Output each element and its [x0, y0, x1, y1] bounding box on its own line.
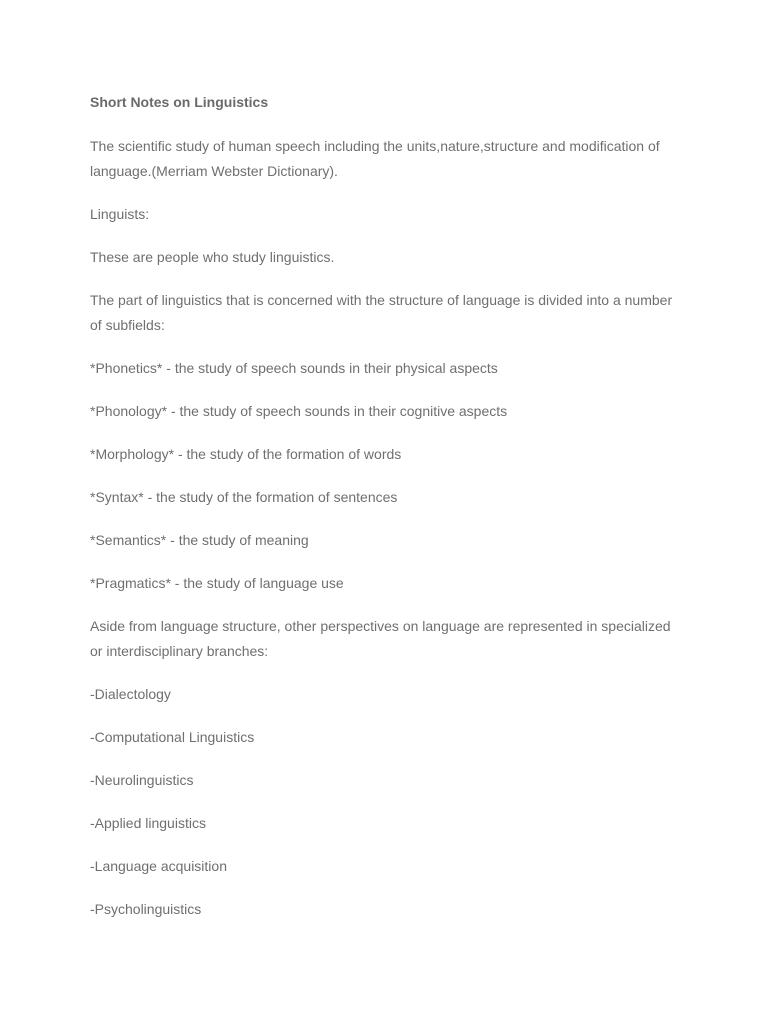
subfield-morphology: *Morphology* - the study of the formation of words — [90, 446, 402, 462]
linguists-heading: Linguists: — [90, 206, 150, 222]
linguists-description: These are people who study linguistics. — [90, 249, 335, 265]
branches-intro-paragraph: Aside from language structure, other perspectives on language are represented in specialized or interdisciplinary branches: — [90, 618, 671, 659]
branch-applied-linguistics: -Applied linguistics — [90, 815, 206, 831]
subfield-phonology: *Phonology* - the study of speech sounds in their cognitive aspects — [90, 403, 508, 419]
structure-intro-paragraph: The part of linguistics that is concerned with the structure of language is divided into a number of subfields: — [90, 292, 673, 333]
subfield-pragmatics: *Pragmatics* - the study of language use — [90, 575, 344, 591]
branch-neurolinguistics: -Neurolinguistics — [90, 772, 194, 788]
subfield-semantics: *Semantics* - the study of meaning — [90, 532, 309, 548]
subfield-syntax: *Syntax* - the study of the formation of sentences — [90, 489, 398, 505]
definition-paragraph: The scientific study of human speech including the units,nature,structure and modification of language.(Merriam Webster Dictionary). — [90, 138, 660, 179]
document-title: Short Notes on Linguistics — [90, 94, 269, 110]
document-page — [90, 92, 680, 940]
branch-computational-linguistics: -Computational Linguistics — [90, 729, 255, 745]
branch-language-acquisition: -Language acquisition — [90, 858, 227, 874]
subfield-phonetics: *Phonetics* - the study of speech sounds in their physical aspects — [90, 360, 498, 376]
branch-psycholinguistics: -Psycholinguistics — [90, 901, 202, 917]
branch-dialectology: -Dialectology — [90, 686, 171, 702]
